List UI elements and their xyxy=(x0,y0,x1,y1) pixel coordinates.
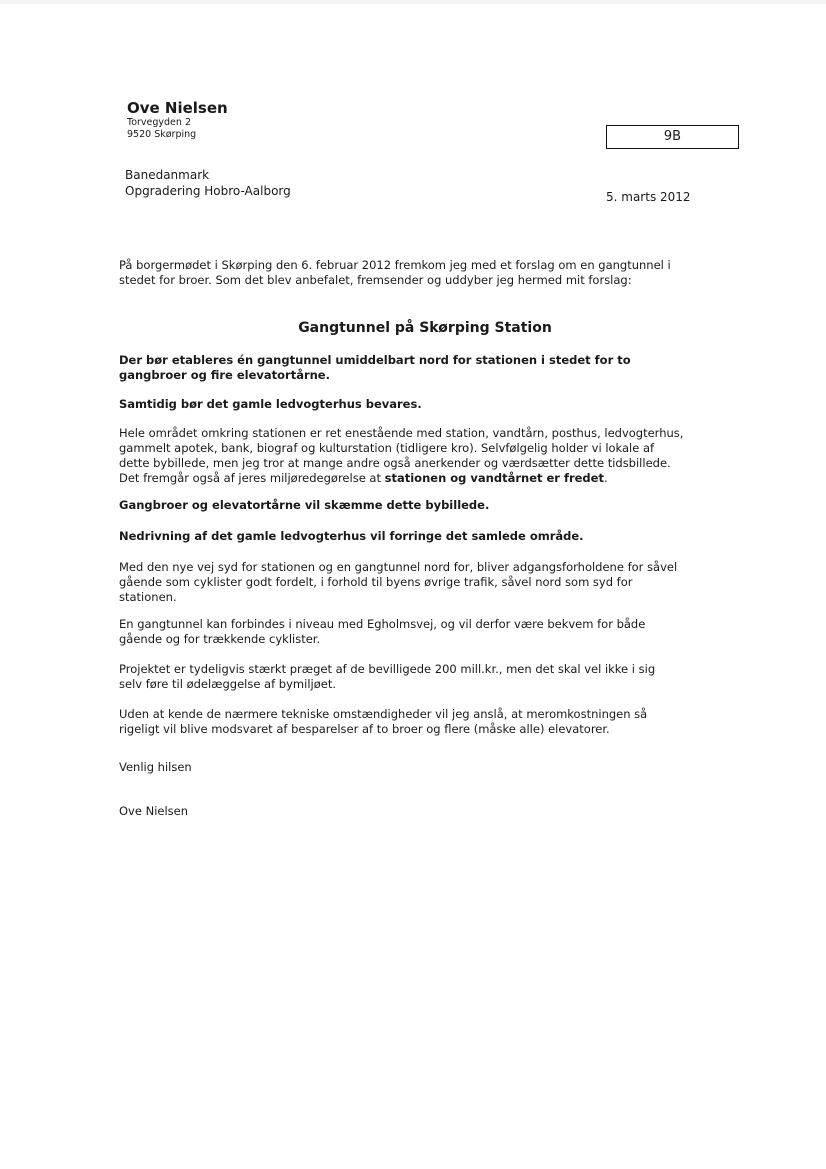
reference-box: 9B xyxy=(606,125,739,149)
budget-line: selv føre til ødelæggelse af bymiljøet. xyxy=(119,677,336,691)
area-line: gammelt apotek, bank, biograf og kulturstation (tidligere kro). Selvfølgelig holder vi lokale af xyxy=(119,441,655,455)
access-paragraph xyxy=(119,560,731,605)
document-title: Gangtunnel på Skørping Station xyxy=(298,320,552,336)
scan-edge xyxy=(0,0,826,4)
sender-city: 9520 Skørping xyxy=(127,129,197,140)
sender-name: Ove Nielsen xyxy=(127,99,228,117)
level-line: gående og for trækkende cyklister. xyxy=(119,632,321,646)
letter-date: 5. marts 2012 xyxy=(606,190,691,204)
level-line: En gangtunnel kan forbindes i niveau med Egholmsvej, og vil derfor være bekvem for både xyxy=(119,617,646,631)
recipient-name: Banedanmark xyxy=(125,168,210,182)
intro-paragraph xyxy=(119,258,731,288)
budget-paragraph xyxy=(119,662,731,692)
area-line: Hele området omkring stationen er ret enestående med station, vandtårn, posthus, ledvogterhus, xyxy=(119,426,684,440)
signature: Ove Nielsen xyxy=(119,804,189,818)
area-line-text: Det fremgår også af jeres miljøredegørelse at xyxy=(119,471,385,485)
area-paragraph xyxy=(119,426,731,486)
access-line: Med den nye vej syd for stationen og en gangtunnel nord for, bliver adgangsforholdene for såvel xyxy=(119,560,678,574)
access-line: stationen. xyxy=(119,590,177,604)
area-line: dette bybillede, men jeg tror at mange andre også anerkender og værdsætter dette tidsbillede. xyxy=(119,456,671,470)
area-line-end: . xyxy=(603,471,608,485)
proposal-paragraph xyxy=(119,353,731,383)
sender-street: Torvegyden 2 xyxy=(127,117,191,128)
intro-line: På borgermødet i Skørping den 6. februar 2012 fremkom jeg med et forslag om en gangtunnel i xyxy=(119,258,671,272)
area-line-emphasis: stationen og vandtårnet er fredet xyxy=(384,471,604,485)
proposal-line: Der bør etableres én gangtunnel umiddelbart nord for stationen i stedet for to xyxy=(119,353,631,367)
closing: Venlig hilsen xyxy=(119,760,192,774)
statement-demolition: Nedrivning af det gamle ledvogterhus vil forringe det samlede område. xyxy=(119,529,584,543)
cost-line: Uden at kende de nærmere tekniske omstændigheder vil jeg anslå, at meromkostningen så xyxy=(119,707,648,721)
proposal-line: gangbroer og fire elevatortårne. xyxy=(119,368,330,382)
statement-bridges: Gangbroer og elevatortårne vil skæmme dette bybillede. xyxy=(119,498,490,512)
recipient-department: Opgradering Hobro-Aalborg xyxy=(125,184,291,198)
budget-line: Projektet er tydeligvis stærkt præget af de bevilligede 200 mill.kr., men det skal vel ikke i sig xyxy=(119,662,656,676)
level-paragraph xyxy=(119,617,731,647)
access-line: gående som cyklister godt fordelt, i forhold til byens øvrige trafik, såvel nord som syd for xyxy=(119,575,633,589)
intro-line: stedet for broer. Som det blev anbefalet, fremsender og uddyber jeg hermed mit forslag: xyxy=(119,273,632,287)
area-line xyxy=(119,471,731,486)
cost-paragraph xyxy=(119,707,731,737)
cost-line: rigeligt vil blive modsvaret af besparelser af to broer og flere (måske alle) elevatorer. xyxy=(119,722,610,736)
preserve-statement: Samtidig bør det gamle ledvogterhus bevares. xyxy=(119,397,422,411)
